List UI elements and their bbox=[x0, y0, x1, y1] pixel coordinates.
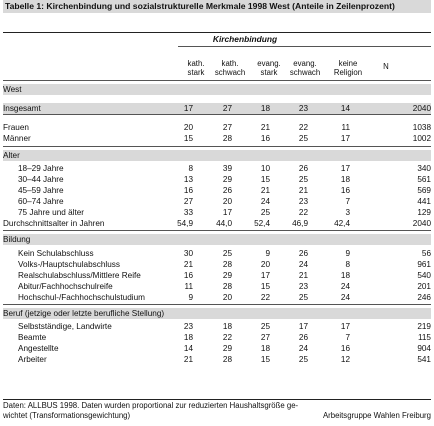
row-cell: 7 bbox=[345, 197, 350, 206]
row-cell: 904 bbox=[417, 344, 431, 353]
row-cell: 56 bbox=[421, 249, 431, 258]
row-cell: 3 bbox=[345, 208, 350, 217]
section-rule bbox=[3, 230, 431, 231]
row-cell: 27 bbox=[222, 123, 232, 132]
row-cell: 340 bbox=[417, 164, 431, 173]
row-cell: 16 bbox=[260, 134, 270, 143]
row-cell: 11 bbox=[341, 123, 350, 132]
table-row bbox=[0, 292, 434, 303]
row-cell: 20 bbox=[183, 123, 193, 132]
section-header-row bbox=[0, 234, 434, 245]
table-row bbox=[0, 103, 434, 114]
section-rule bbox=[3, 146, 431, 147]
row-cell: 24 bbox=[298, 260, 308, 269]
table-row bbox=[0, 196, 434, 207]
row-cell: 16 bbox=[340, 186, 350, 195]
row-cell: 15 bbox=[260, 175, 270, 184]
row-label: Arbeiter bbox=[18, 355, 47, 364]
row-cell: 29 bbox=[222, 175, 232, 184]
row-label: Insgesamt bbox=[3, 104, 41, 113]
row-cell: 17 bbox=[222, 208, 232, 217]
row-cell: 17 bbox=[340, 134, 350, 143]
row-cell: 246 bbox=[417, 293, 431, 302]
row-cell: 15 bbox=[260, 282, 270, 291]
section-header-row bbox=[0, 308, 434, 319]
row-cell: 18 bbox=[260, 104, 270, 113]
row-cell: 561 bbox=[417, 175, 431, 184]
row-cell: 9 bbox=[265, 249, 270, 258]
row-cell: 46,9 bbox=[292, 219, 308, 228]
footer-line-2: wichtet (Transformationsgewichtung) bbox=[3, 411, 131, 420]
row-cell: 25 bbox=[260, 322, 270, 331]
table-row bbox=[0, 332, 434, 343]
table-row bbox=[0, 174, 434, 185]
row-cell: 17 bbox=[298, 322, 308, 331]
row-cell: 27 bbox=[222, 104, 232, 113]
row-label: Hochschul-/Fachhochschulstudium bbox=[18, 293, 145, 302]
section-rule bbox=[3, 304, 431, 305]
row-cell: 23 bbox=[298, 197, 308, 206]
row-cell: 17 bbox=[183, 104, 193, 113]
row-cell: 24 bbox=[340, 282, 350, 291]
row-cell: 25 bbox=[222, 249, 232, 258]
table-row bbox=[0, 218, 434, 229]
rule-header-bottom bbox=[3, 80, 431, 81]
row-cell: 18 bbox=[260, 344, 270, 353]
col-header-evang-schwach: evang. schwach bbox=[289, 59, 321, 77]
table-row bbox=[0, 321, 434, 332]
region-label: West bbox=[3, 85, 22, 94]
table-row bbox=[0, 281, 434, 292]
row-label: Selbstständige, Landwirte bbox=[18, 322, 112, 331]
row-cell: 28 bbox=[222, 260, 232, 269]
table-row bbox=[0, 343, 434, 354]
row-cell: 7 bbox=[345, 333, 350, 342]
row-cell: 26 bbox=[222, 186, 232, 195]
row-cell: 16 bbox=[183, 271, 193, 280]
row-label: Beamte bbox=[18, 333, 47, 342]
row-cell: 1002 bbox=[412, 134, 431, 143]
region-row bbox=[0, 84, 434, 95]
row-cell: 129 bbox=[417, 208, 431, 217]
row-cell: 25 bbox=[298, 134, 308, 143]
col-header-n: N bbox=[383, 62, 389, 71]
row-cell: 25 bbox=[298, 293, 308, 302]
row-label: Realschulabschluss/Mittlere Reife bbox=[18, 271, 141, 280]
footer-credit: Arbeitsgruppe Wahlen Freiburg bbox=[322, 411, 431, 420]
row-cell: 20 bbox=[222, 293, 232, 302]
row-cell: 52,4 bbox=[254, 219, 270, 228]
row-cell: 18 bbox=[183, 333, 193, 342]
row-cell: 15 bbox=[260, 355, 270, 364]
row-cell: 26 bbox=[298, 164, 308, 173]
table-row bbox=[0, 122, 434, 133]
row-cell: 20 bbox=[260, 260, 270, 269]
row-cell: 21 bbox=[183, 355, 193, 364]
row-cell: 28 bbox=[222, 355, 232, 364]
row-cell: 25 bbox=[298, 175, 308, 184]
row-cell: 42,4 bbox=[334, 219, 350, 228]
row-cell: 25 bbox=[298, 355, 308, 364]
row-cell: 29 bbox=[222, 344, 232, 353]
row-cell: 9 bbox=[188, 293, 193, 302]
row-cell: 23 bbox=[183, 322, 193, 331]
row-cell: 15 bbox=[183, 134, 193, 143]
row-cell: 21 bbox=[183, 260, 193, 269]
row-label: 30–44 Jahre bbox=[18, 175, 64, 184]
rule-group bbox=[178, 46, 431, 47]
row-cell: 541 bbox=[417, 355, 431, 364]
row-cell: 17 bbox=[340, 164, 350, 173]
row-cell: 23 bbox=[298, 104, 308, 113]
row-cell: 21 bbox=[298, 186, 308, 195]
row-label: 60–74 Jahre bbox=[18, 197, 64, 206]
row-cell: 24 bbox=[298, 344, 308, 353]
row-cell: 39 bbox=[222, 164, 232, 173]
row-cell: 28 bbox=[222, 134, 232, 143]
row-cell: 13 bbox=[183, 175, 193, 184]
row-cell: 26 bbox=[298, 249, 308, 258]
row-cell: 441 bbox=[417, 197, 431, 206]
row-label: Beruf (jetzige oder letzte berufliche Stellung) bbox=[3, 309, 165, 318]
row-cell: 2040 bbox=[412, 104, 431, 113]
row-label: 75 Jahre und älter bbox=[18, 208, 84, 217]
table-row bbox=[0, 207, 434, 218]
row-cell: 16 bbox=[183, 186, 193, 195]
row-cell: 9 bbox=[345, 249, 350, 258]
row-cell: 10 bbox=[260, 164, 270, 173]
row-cell: 18 bbox=[340, 175, 350, 184]
row-cell: 29 bbox=[222, 271, 232, 280]
row-cell: 961 bbox=[417, 260, 431, 269]
footer-line-1: Daten: ALLBUS 1998. Daten wurden proportional zur reduzierten Haushaltsgröße ge- bbox=[3, 401, 299, 410]
table-row bbox=[0, 163, 434, 174]
group-header: Kirchenbindung bbox=[212, 34, 278, 44]
row-cell: 21 bbox=[260, 123, 270, 132]
row-cell: 22 bbox=[222, 333, 232, 342]
row-label: Frauen bbox=[3, 123, 29, 132]
row-cell: 115 bbox=[417, 333, 431, 342]
row-cell: 23 bbox=[298, 282, 308, 291]
row-cell: 8 bbox=[345, 260, 350, 269]
row-cell: 27 bbox=[183, 197, 193, 206]
caption-text: Tabelle 1: Kirchenbindung und sozialstrukturelle Merkmale 1998 West (Anteile in Zeilenprozent) bbox=[5, 1, 395, 11]
row-cell: 33 bbox=[183, 208, 193, 217]
row-label: 45–59 Jahre bbox=[18, 186, 64, 195]
row-cell: 17 bbox=[260, 271, 270, 280]
row-cell: 26 bbox=[298, 333, 308, 342]
row-cell: 28 bbox=[222, 282, 232, 291]
row-cell: 24 bbox=[260, 197, 270, 206]
row-cell: 25 bbox=[260, 208, 270, 217]
row-cell: 30 bbox=[183, 249, 193, 258]
row-label: 18–29 Jahre bbox=[18, 164, 64, 173]
row-cell: 1038 bbox=[412, 123, 431, 132]
row-cell: 21 bbox=[298, 271, 308, 280]
row-cell: 12 bbox=[340, 355, 350, 364]
rule-bottom bbox=[3, 399, 431, 400]
row-label: Alter bbox=[3, 151, 20, 160]
row-cell: 2040 bbox=[412, 219, 431, 228]
table-row bbox=[0, 354, 434, 365]
row-label: Abitur/Fachhochschulreife bbox=[18, 282, 113, 291]
row-cell: 16 bbox=[340, 344, 350, 353]
section-rule bbox=[3, 114, 431, 115]
row-cell: 18 bbox=[222, 322, 232, 331]
row-cell: 219 bbox=[417, 322, 431, 331]
row-cell: 20 bbox=[222, 197, 232, 206]
row-cell: 22 bbox=[298, 208, 308, 217]
row-label: Kein Schulabschluss bbox=[18, 249, 94, 258]
row-cell: 17 bbox=[340, 322, 350, 331]
row-label: Bildung bbox=[3, 235, 31, 244]
row-cell: 11 bbox=[184, 282, 193, 291]
row-cell: 22 bbox=[298, 123, 308, 132]
row-label: Männer bbox=[3, 134, 31, 143]
row-cell: 22 bbox=[260, 293, 270, 302]
row-cell: 21 bbox=[260, 186, 270, 195]
row-cell: 540 bbox=[417, 271, 431, 280]
col-header-keine-religion: keine Religion bbox=[333, 59, 363, 77]
table-row bbox=[0, 248, 434, 259]
section-header-row bbox=[0, 150, 434, 161]
row-cell: 201 bbox=[417, 282, 431, 291]
row-cell: 27 bbox=[260, 333, 270, 342]
table-row bbox=[0, 270, 434, 281]
table-caption bbox=[3, 0, 431, 13]
row-cell: 569 bbox=[417, 186, 431, 195]
row-cell: 24 bbox=[340, 293, 350, 302]
row-label: Durchschnittsalter in Jahren bbox=[3, 219, 105, 228]
row-cell: 14 bbox=[340, 104, 350, 113]
row-cell: 8 bbox=[188, 164, 193, 173]
col-header-kath-stark: kath. stark bbox=[187, 59, 205, 77]
table-row bbox=[0, 133, 434, 144]
footer-note bbox=[3, 401, 431, 421]
table-row bbox=[0, 259, 434, 270]
col-header-evang-stark: evang. stark bbox=[257, 59, 281, 77]
row-cell: 44,0 bbox=[216, 219, 232, 228]
row-cell: 14 bbox=[183, 344, 193, 353]
row-cell: 54,9 bbox=[177, 219, 193, 228]
row-cell: 18 bbox=[340, 271, 350, 280]
row-label: Angestellte bbox=[18, 344, 59, 353]
row-label: Volks-/Hauptschulabschluss bbox=[18, 260, 120, 269]
col-header-kath-schwach: kath. schwach bbox=[214, 59, 246, 77]
table-row bbox=[0, 185, 434, 196]
